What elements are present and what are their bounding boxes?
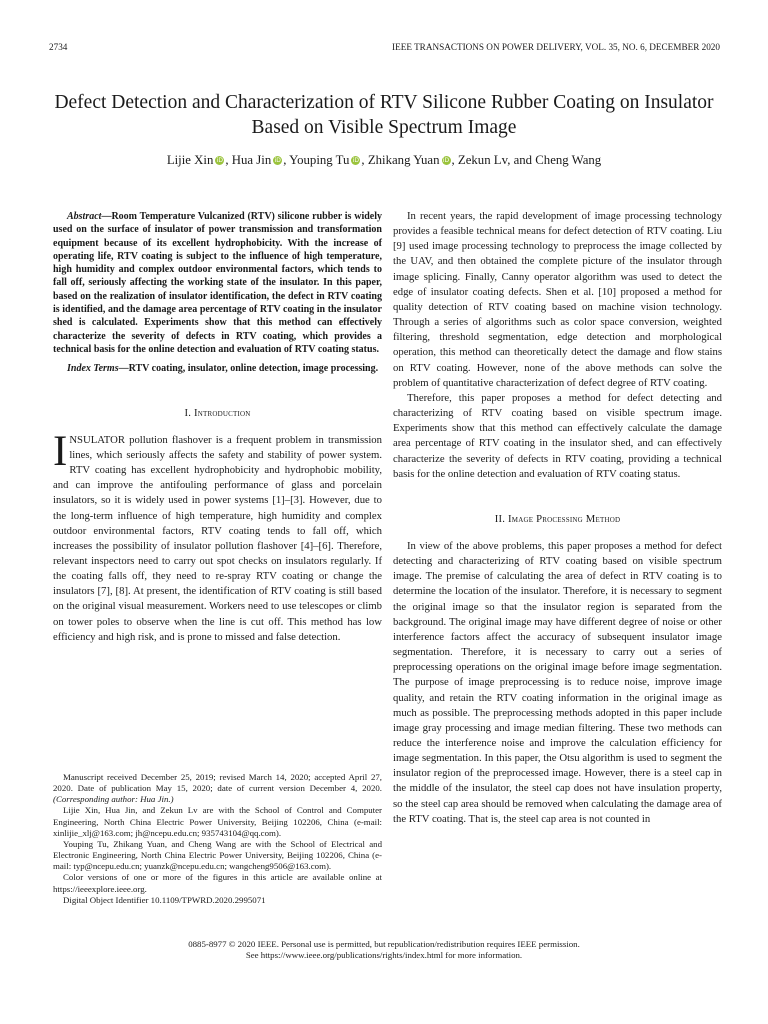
- paper-title: Defect Detection and Characterization of RTV Silicone Rubber Coating on Insulator Based on Visible Spectrum Image: [54, 92, 714, 138]
- body-paragraph: In recent years, the rapid development of image processing technology provides a feasible technical means for defect detection of RTV coating. Liu [9] used image processing technology to preprocess the image collected by the UAV, and then obtained the complete picture of the insulator through image splicing. Finally, Canny operator algorithm was used to detect the edge of insulator coating defects. Shen et al. [10] proposed a method for quality detection of RTV coating based on machine vision technology. Through a series of algorithms such as color space conversion, weighted filtering, threshold segmentation, edge detection and morphological operation, this method can theoretically detect the damage and flow stains on RTV coating. However, none of the above methods can solve the problem of quantitative characterization of defect degree of RTV coating.: [393, 210, 722, 389]
- page-number: 2734: [49, 42, 68, 52]
- abstract-text: —Room Temperature Vulcanized (RTV) silicone rubber is widely used on the surface of insulator of power transmission and transformation equipment because of its excellent hydrophobicity. With the increase of operating life, RTV coating is subject to the influence of high temperature, high humidity and complex outdoor environmental factors, which tends to fall off, seriously affecting the working state of the insulator. In this paper, based on the realization of insulator identification, the defect in RTV coating is identified, and the damage area percentage of RTV coating in the insulator shed is calculated. Experiments show that this method can effectively characterize the severity of defects in RTV coating, which provides a technical basis for the online detection and evaluation of RTV coating status.: [53, 211, 382, 355]
- orcid-icon[interactable]: iD: [216, 157, 224, 164]
- footnote-affiliation-2: Youping Tu, Zhikang Yuan, and Cheng Wang are with the School of Electrical and Electronic Engineering, North China Electric Power University, Beijing 102206, China (e-mail: typ@ncepu.edu.cn; yuanzk@ncepu.edu.cn; wangcheng9506@163.com).: [53, 838, 382, 872]
- author-name: Cheng Wang: [535, 153, 602, 167]
- left-column: [53, 210, 382, 645]
- author-name: Zhikang Yuan: [367, 153, 440, 167]
- copyright-notice: [49, 939, 719, 961]
- author-separator: ,: [361, 153, 368, 167]
- index-terms: [53, 362, 382, 375]
- section-title: Introduction: [194, 406, 251, 419]
- author-name: Lijie Xin: [166, 153, 214, 167]
- right-column: [393, 209, 722, 827]
- section-heading-image-processing: [393, 512, 722, 527]
- footnote-received-text: Manuscript received December 25, 2019; revised March 14, 2020; accepted April 27, 2020. Date of publication May 15, 2020; date of current version December 4, 2020.: [53, 772, 382, 794]
- section-heading-introduction: [53, 406, 382, 421]
- section-title: Image Processing Method: [508, 512, 621, 525]
- orcid-icon[interactable]: iD: [274, 157, 281, 164]
- section-number: I.: [184, 406, 192, 419]
- author-name: Hua Jin: [231, 153, 272, 167]
- footnotes: [53, 772, 382, 906]
- abstract: [53, 210, 382, 356]
- body-paragraph: Therefore, this paper proposes a method for defect detecting and characterizing of RTV coating based on visible spectrum image. Experiments show that this method can effectively calculate the damage area percentage of RTV coating in the insulator shed, and can effectively characterize the severity of defects in RTV coating, providing a technical basis for the online detection and evaluation of RTV coating status.: [393, 391, 722, 480]
- abstract-label: Abstract: [67, 211, 102, 222]
- author-separator: ,: [225, 153, 232, 167]
- orcid-icon[interactable]: iD: [442, 157, 450, 164]
- rights-link-line: See https://www.ieee.org/publications/rights/index.html for more information.: [245, 950, 523, 961]
- footnote-color-versions: Color versions of one or more of the figures in this article are available online at https://ieeexplore.ieee.org.: [53, 872, 382, 894]
- author-separator: , and: [507, 153, 536, 167]
- author-name: Youping Tu: [289, 153, 350, 167]
- author-separator: ,: [283, 153, 290, 167]
- author-separator: ,: [451, 153, 458, 167]
- section-number: II.: [494, 512, 506, 525]
- corresponding-author: (Corresponding author: Hua Jin.): [53, 794, 174, 805]
- author-list: [50, 152, 718, 168]
- body-paragraph: In view of the above problems, this paper proposes a method for defect detecting and characterizing of RTV coating based on visible spectrum image. The premise of calculating the area of defect in RTV coating is to determine the location of the insulator. Therefore, it is necessary to segment the original image so that the insulator region is separated from the background. The original image may have different degree of noise or other interference factors affect the accuracy of subsequent insulator image segmentation. Therefore, it is necessary to carry out a series of preprocessing operations on the original image before image segmentation. The purpose of image preprocessing is to reduce noise, improve image quality, and retain the RTV coating information in the original image as much as possible. The preprocessing methods adopted in this paper include image gray processing and image median filtering. These two methods can reduce the interference noise and improve the calculation efficiency for image segmentation. In this paper, the Otsu algorithm is used to segment the insulator region of the preprocessed image. However, there is a steel cap in the middle of the insulator, the steel cap does not have insulation property, so the steel cap area should be removed when calculating the damage area of the RTV coating. That is, the steel cap area is not counted in: [393, 539, 722, 825]
- footnote-affiliation-1: Lijie Xin, Hua Jin, and Zekun Lv are with the School of Control and Computer Engineering, North China Electric Power University, Beijing 102206, China (e-mail: xinlijie_xlj@163.com; jh@ncepu.edu.cn; 935743104@qq.com).: [53, 805, 382, 838]
- orcid-icon[interactable]: iD: [352, 157, 360, 164]
- copyright-line: 0885-8977 © 2020 IEEE. Personal use is permitted, but republication/redistribution requires IEEE permission.: [188, 939, 580, 949]
- index-terms-label: Index Terms: [67, 363, 119, 375]
- index-terms-text: —RTV coating, insulator, online detection, image processing.: [118, 363, 379, 375]
- author-name: Zekun Lv: [457, 153, 508, 167]
- journal-name: IEEE TRANSACTIONS ON POWER DELIVERY, VOL. 35, NO. 6, DECEMBER 2020: [392, 42, 720, 52]
- footnote-doi: Digital Object Identifier 10.1109/TPWRD.2020.2995071: [63, 894, 266, 905]
- intro-paragraph: INSULATOR pollution flashover is a frequent problem in transmission lines, which seriously affects the safety and stability of power system. RTV coating has excellent hydrophobicity and hydrophobic mobility, and can improve the antifouling performance of glass and porcelain insulators, so it is widely used in power systems [1]–[3]. However, due to the long-term influence of high temperature, high humidity and complex outdoor environmental factors, RTV coating tends to fall off, which increases the possibility of insulator pollution flashover [4]–[6]. Therefore, relevant inspectors need to carry out spot checks on insulators regularly. If the coating falls off, they need to re-spray RTV coating or change the insulators [7], [8]. At present, the identification of RTV coating is still based on the original visual measurement. Workers need to use telescopes or climb on tower poles to observe when the line is cut off. This method has low efficiency and high risk, and is prone to missed and false detection.: [53, 427, 382, 643]
- footnote-received: [53, 772, 382, 805]
